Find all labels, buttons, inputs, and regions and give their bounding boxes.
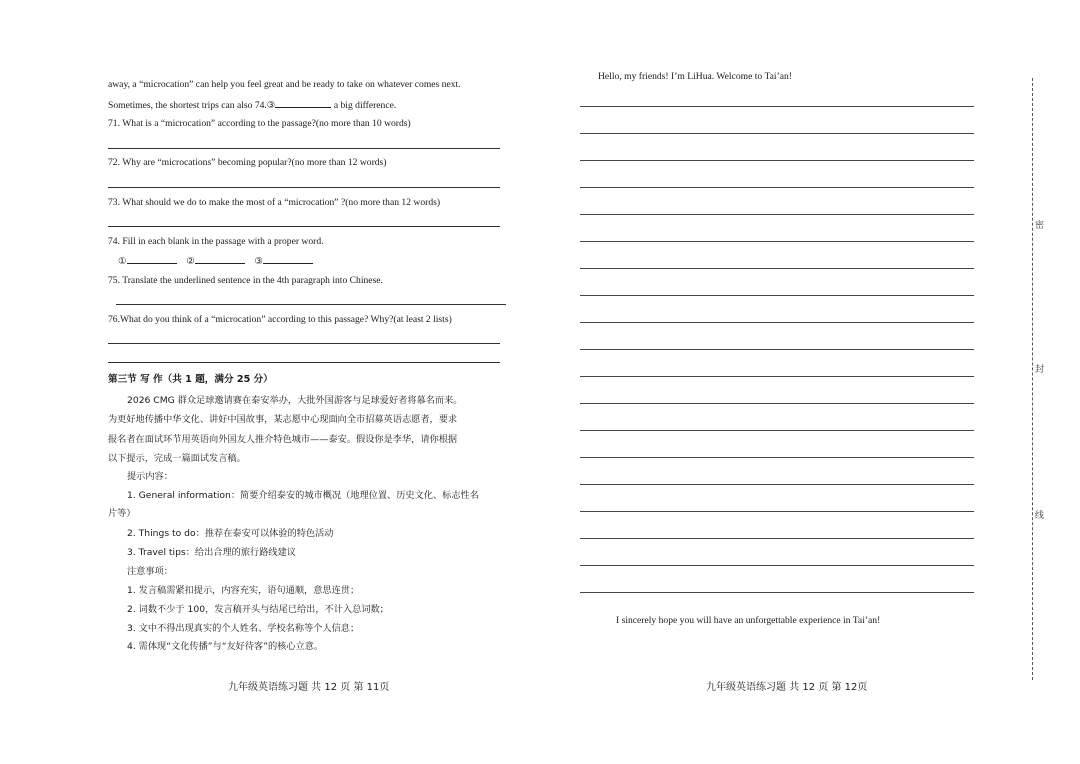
writing-line[interactable] xyxy=(580,457,974,458)
blank-74-3b[interactable] xyxy=(263,253,313,264)
writing-line[interactable] xyxy=(580,565,974,566)
answer-line-75[interactable] xyxy=(116,304,506,305)
writing-line[interactable] xyxy=(580,376,974,377)
answer-line-76b[interactable] xyxy=(108,362,500,363)
question-71: 71. What is a “microcation” according to the passage?(no more than 10 words) xyxy=(108,118,411,129)
writing-line[interactable] xyxy=(580,268,974,269)
hint-1-cont: 片等） xyxy=(108,508,136,519)
question-74: 74. Fill in each blank in the passage with a proper word. xyxy=(108,236,324,247)
binding-char-feng: 封 xyxy=(1035,365,1045,375)
writing-line[interactable] xyxy=(580,592,974,593)
writing-line[interactable] xyxy=(580,322,974,323)
answer-line-76a[interactable] xyxy=(108,343,500,344)
blank-row-74 xyxy=(118,253,313,268)
right-page xyxy=(540,0,1040,764)
prompt-line-2: 为更好地传播中华文化、讲好中国故事，某志愿中心现面向全市招募英语志愿者，要求 xyxy=(108,414,458,425)
passage-line-2-start: Sometimes, the shortest trips can also 74.③ xyxy=(108,100,276,111)
marker-1: ① xyxy=(118,256,127,267)
hint-1: 1. General information：简要介绍泰安的城市概况（地理位置、历史文化、标志性名 xyxy=(127,490,479,501)
question-73: 73. What should we do to make the most of a “microcation” ?(no more than 12 words) xyxy=(108,197,441,208)
writing-line[interactable] xyxy=(580,511,974,512)
writing-line[interactable] xyxy=(580,538,974,539)
writing-line[interactable] xyxy=(580,241,974,242)
question-76: 76.What do you think of a “microcation” according to this passage? Why?(at least 2 lists) xyxy=(108,314,452,325)
writing-line[interactable] xyxy=(580,214,974,215)
binding-char-mi: 密 xyxy=(1035,221,1045,231)
essay-opening: Hello, my friends! I’m LiHua. Welcome to Tai’an! xyxy=(598,71,793,82)
answer-line-71[interactable] xyxy=(108,148,500,149)
blank-74-3[interactable] xyxy=(275,97,331,108)
answer-line-72[interactable] xyxy=(108,187,500,188)
note-1: 1. 发言稿需紧扣提示，内容充实，语句通顺，意思连贯； xyxy=(127,585,360,596)
dotted-binding-line xyxy=(1032,78,1033,680)
note-4: 4. 需体现“文化传播”与“友好待客”的核心立意。 xyxy=(127,641,324,652)
writing-line[interactable] xyxy=(580,484,974,485)
passage-line-2 xyxy=(108,97,396,112)
blank-74-1[interactable] xyxy=(127,253,177,264)
passage-line-2-end: a big difference. xyxy=(333,100,397,111)
notes-label: 注意事项： xyxy=(127,566,173,577)
hints-label: 提示内容： xyxy=(127,471,173,482)
note-2: 2. 词数不少于 100，发言稿开头与结尾已给出，不计入总词数； xyxy=(127,604,389,615)
prompt-line-1: 2026 CMG 群众足球邀请赛在泰安举办，大批外国游客与足球爱好者将慕名而来。 xyxy=(127,395,463,406)
hint-3: 3. Travel tips：给出合理的旅行路线建议 xyxy=(127,547,296,558)
note-3: 3. 文中不得出现真实的个人姓名、学校名称等个人信息； xyxy=(127,623,360,634)
page-footer-11: 九年级英语练习题 共 12 页 第 11页 xyxy=(228,682,390,693)
blank-74-2[interactable] xyxy=(195,253,245,264)
marker-2: ② xyxy=(186,256,195,267)
writing-section-title: 第三节 写 作（共 1 题，满分 25 分） xyxy=(108,374,273,385)
writing-line[interactable] xyxy=(580,349,974,350)
writing-line[interactable] xyxy=(580,106,974,107)
writing-line[interactable] xyxy=(580,430,974,431)
passage-line-1: away, a “microcation” can help you feel great and be ready to take on whatever comes next. xyxy=(108,79,461,90)
page-footer-12: 九年级英语练习题 共 12 页 第 12页 xyxy=(706,682,868,693)
question-75: 75. Translate the underlined sentence in the 4th paragraph into Chinese. xyxy=(108,275,383,286)
prompt-line-4: 以下提示，完成一篇面试发言稿。 xyxy=(108,453,246,464)
answer-line-73[interactable] xyxy=(108,226,500,227)
writing-line[interactable] xyxy=(580,160,974,161)
prompt-line-3: 报名者在面试环节用英语向外国友人推介特色城市——泰安。假设你是李华，请你根据 xyxy=(108,434,458,445)
writing-line[interactable] xyxy=(580,133,974,134)
writing-line[interactable] xyxy=(580,403,974,404)
binding-margin xyxy=(1030,78,1060,680)
essay-closing: I sincerely hope you will have an unforgettable experience in Tai’an! xyxy=(616,615,881,626)
marker-3: ③ xyxy=(254,256,264,267)
hint-2: 2. Things to do：推荐在泰安可以体验的特色活动 xyxy=(127,528,334,539)
writing-line[interactable] xyxy=(580,187,974,188)
question-72: 72. Why are “microcations” becoming popular?(no more than 12 words) xyxy=(108,157,387,168)
writing-line[interactable] xyxy=(580,295,974,296)
binding-char-xian: 线 xyxy=(1035,511,1045,521)
